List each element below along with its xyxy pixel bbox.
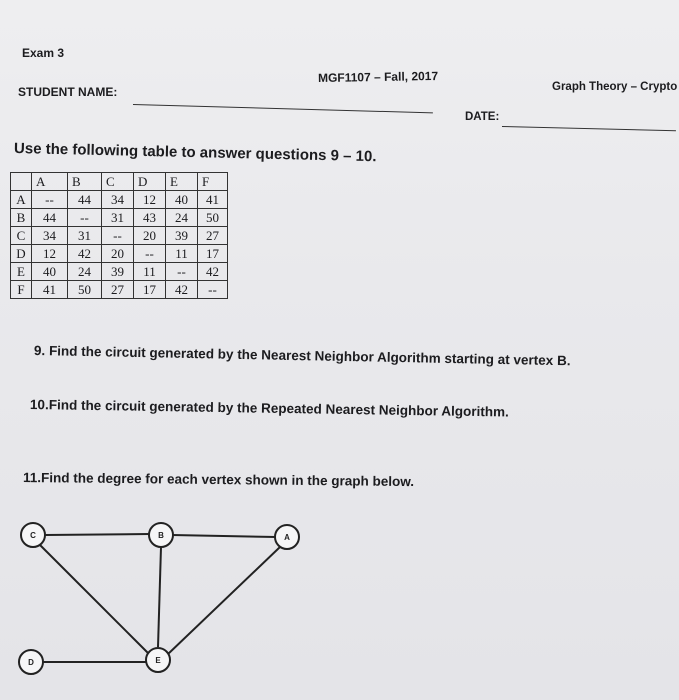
table-cell: -- <box>134 245 166 263</box>
table-cell: -- <box>68 209 102 227</box>
table-cell: 39 <box>102 263 134 281</box>
column-header: D <box>134 173 166 191</box>
edge-b-a <box>172 535 276 537</box>
edge-b-e <box>158 547 161 647</box>
table-cell: -- <box>166 263 198 281</box>
question-number: 10. <box>29 397 49 413</box>
table-cell: 20 <box>134 227 166 245</box>
topic-title: Graph Theory – Crypto <box>552 81 678 93</box>
date-label: DATE: <box>465 111 500 123</box>
table-cell: 39 <box>166 227 198 245</box>
table-cell: 24 <box>166 209 198 227</box>
column-header: C <box>102 173 134 191</box>
question-text: Find the circuit generated by the Repeated Nearest Neighbor Algorithm. <box>48 397 509 420</box>
question-number: 9. <box>33 343 46 359</box>
table-cell: 27 <box>102 281 134 299</box>
column-header: E <box>166 173 198 191</box>
table-cell: 34 <box>32 227 68 245</box>
table-cell: 11 <box>134 263 166 281</box>
row-header: A <box>11 191 32 209</box>
table-cell: 24 <box>68 263 102 281</box>
exam-title: Exam 3 <box>22 46 65 60</box>
row-header: E <box>11 263 32 281</box>
course-title: MGF1107 – Fall, 2017 <box>317 68 439 86</box>
edge-c-b <box>45 534 150 535</box>
edge-a-e <box>167 547 280 655</box>
table-cell: 43 <box>134 209 166 227</box>
vertex-label: D <box>28 658 34 667</box>
table-cell: 41 <box>32 281 68 299</box>
table-cell: 20 <box>102 245 134 263</box>
table-cell: 44 <box>68 191 102 209</box>
table-cell: 34 <box>102 191 134 209</box>
column-header: B <box>68 173 102 191</box>
row-header: D <box>11 245 32 263</box>
table-cell: 27 <box>198 227 228 245</box>
column-header: A <box>32 173 68 191</box>
table-instructions: Use the following table to answer questions 9 – 10. <box>13 140 377 166</box>
vertex-label: E <box>155 656 161 665</box>
table-cell: 17 <box>198 245 228 263</box>
vertex-label: C <box>30 531 36 540</box>
table-cell: -- <box>102 227 134 245</box>
table-cell: 31 <box>102 209 134 227</box>
table-cell: 50 <box>68 281 102 299</box>
question-number: 11. <box>22 470 42 486</box>
row-header: F <box>11 281 32 299</box>
student-name-label: STUDENT NAME: <box>18 85 118 99</box>
table-cell: 40 <box>166 191 198 209</box>
table-cell: 41 <box>198 191 228 209</box>
table-cell: 12 <box>32 245 68 263</box>
table-cell: 40 <box>32 263 68 281</box>
table-cell: 42 <box>166 281 198 299</box>
row-header: B <box>11 209 32 227</box>
table-cell: 42 <box>198 263 228 281</box>
column-header: F <box>198 173 228 191</box>
table-cell: 42 <box>68 245 102 263</box>
row-header: C <box>11 227 32 245</box>
table-cell: 31 <box>68 227 102 245</box>
table-cell: 11 <box>166 245 198 263</box>
table-cell: 50 <box>198 209 228 227</box>
table-cell: 44 <box>32 209 68 227</box>
table-cell: -- <box>32 191 68 209</box>
edge-c-e <box>40 545 150 655</box>
question-text: Find the circuit generated by the Nearest Neighbor Algorithm starting at vertex B. <box>48 343 571 369</box>
table-cell: -- <box>198 281 228 299</box>
vertex-label: A <box>284 533 290 542</box>
table-cell: 12 <box>134 191 166 209</box>
vertex-label: B <box>158 531 164 540</box>
table-cell: 17 <box>134 281 166 299</box>
question-text: Find the degree for each vertex shown in the graph below. <box>40 470 415 490</box>
